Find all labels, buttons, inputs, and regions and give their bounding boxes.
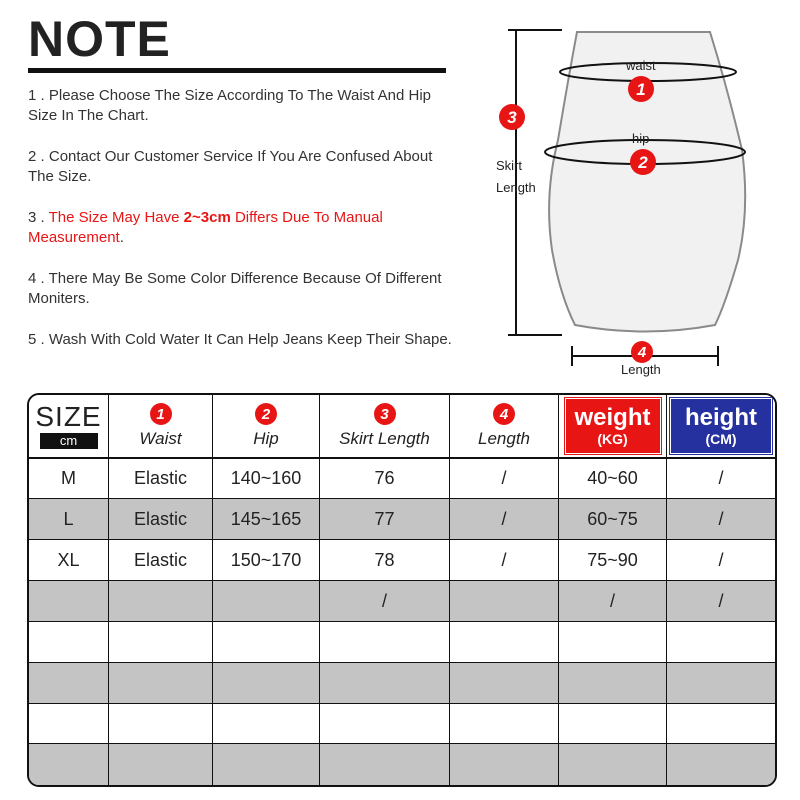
title-underline — [28, 68, 446, 73]
hip-cell — [213, 704, 320, 743]
size-cell — [29, 663, 109, 703]
note-text: Please Choose The Size According To The Waist And Hip Size In The Chart. — [28, 87, 432, 124]
weight-header — [559, 395, 667, 457]
skirt-length-cell: 76 — [320, 459, 450, 498]
note-number: 5 . — [28, 331, 45, 348]
weight-cell: 75~90 — [559, 540, 667, 580]
size-table — [27, 393, 777, 787]
weight-cell — [559, 704, 667, 743]
skirt-length-header-badge: 3 — [374, 403, 396, 425]
hip-cell: 145~165 — [213, 499, 320, 539]
length-header-label: Length — [478, 429, 530, 448]
height-cell: / — [718, 468, 724, 488]
waist-header — [109, 395, 213, 457]
height-header — [667, 395, 775, 457]
note-item-4 — [28, 269, 458, 309]
size-cell — [29, 581, 109, 621]
note-number: 2 . — [28, 148, 45, 165]
length-cell: / — [450, 499, 559, 539]
size-cell — [29, 744, 109, 785]
hip-cell — [213, 622, 320, 662]
skirt-length-header — [320, 395, 450, 457]
waist-badge: 1 — [628, 76, 654, 102]
hip-cell: 150~170 — [213, 540, 320, 580]
size-header — [29, 395, 109, 457]
table-row — [29, 744, 775, 785]
hip-header-label: Hip — [253, 429, 279, 448]
length-cell — [450, 663, 559, 703]
height-header-label: height — [685, 404, 757, 431]
skirt-length-header-label: Skirt Length — [339, 429, 430, 448]
table-header-row — [29, 395, 775, 459]
note-number: 4 . — [28, 270, 45, 287]
weight-cell — [559, 622, 667, 662]
length-cell — [450, 744, 559, 785]
skirt-length-cell — [320, 704, 450, 743]
waist-cell — [109, 744, 213, 785]
height-cell — [667, 744, 775, 785]
table-row — [29, 622, 775, 663]
note-item-3 — [28, 208, 458, 248]
table-row — [29, 704, 775, 744]
table-row — [29, 459, 775, 499]
weight-cell — [559, 744, 667, 785]
skirt-length-cell — [320, 744, 450, 785]
skirt-label-line2: Length — [496, 180, 536, 195]
weight-cell: / — [559, 581, 667, 621]
note-text-red-end: Differs Due To Manual Measurement — [28, 209, 383, 246]
size-unit-label: cm — [40, 433, 98, 449]
note-text: There May Be Some Color Difference Because Of Different Moniters. — [28, 270, 442, 307]
size-cell: M — [29, 459, 109, 498]
size-cell: L — [29, 499, 109, 539]
skirt-length-cell — [320, 663, 450, 703]
skirt-diagram — [470, 0, 800, 390]
waist-cell — [109, 622, 213, 662]
height-cell — [667, 622, 775, 662]
table-row — [29, 540, 775, 581]
waist-cell: Elastic — [109, 499, 213, 539]
skirt-length-cell: 78 — [320, 540, 450, 580]
waist-header-label: Waist — [139, 429, 182, 448]
length-cell — [450, 704, 559, 743]
length-header-badge: 4 — [493, 403, 515, 425]
size-cell — [29, 704, 109, 743]
skirt-length-badge: 3 — [499, 104, 525, 130]
hip-cell — [213, 663, 320, 703]
length-cell: / — [450, 459, 559, 498]
hip-label: hip — [632, 131, 650, 146]
length-label: Length — [621, 362, 661, 377]
skirt-length-cell: / — [320, 581, 450, 621]
skirt-length-cell: 77 — [320, 499, 450, 539]
skirt-label-line1: Skirt — [496, 158, 522, 173]
note-item-5 — [28, 330, 458, 350]
length-cell — [450, 581, 559, 621]
skirt-length-cell — [320, 622, 450, 662]
hip-badge: 2 — [630, 149, 656, 175]
length-cell: / — [450, 540, 559, 580]
page-title: NOTE — [28, 11, 171, 67]
length-cell — [450, 622, 559, 662]
note-number: 3 . — [28, 209, 45, 226]
note-text: Wash With Cold Water It Can Help Jeans Keep Their Shape. — [48, 331, 452, 348]
weight-header-unit: (KG) — [597, 431, 628, 447]
length-badge: 4 — [631, 341, 653, 363]
height-header-unit: (CM) — [705, 431, 737, 447]
note-text: Contact Our Customer Service If You Are Confused About The Size. — [28, 148, 433, 185]
hip-header — [213, 395, 320, 457]
waist-header-badge: 1 — [150, 403, 172, 425]
table-row — [29, 499, 775, 540]
table-row — [29, 581, 775, 622]
note-item-1 — [28, 86, 458, 126]
size-header-label: SIZE — [35, 401, 102, 432]
size-cell: XL — [29, 540, 109, 580]
weight-cell: 40~60 — [559, 459, 667, 498]
hip-cell: 140~160 — [213, 459, 320, 498]
height-cell: / — [718, 508, 724, 529]
note-number: 1 . — [28, 87, 45, 104]
table-row — [29, 663, 775, 704]
waist-cell — [109, 581, 213, 621]
note-text-period: . — [119, 229, 124, 246]
size-cell — [29, 622, 109, 662]
waist-cell: Elastic — [109, 540, 213, 580]
note-text-red: The Size May Have — [48, 209, 184, 226]
waist-cell — [109, 704, 213, 743]
hip-cell — [213, 581, 320, 621]
hip-header-badge: 2 — [255, 403, 277, 425]
waist-label: waist — [626, 58, 656, 73]
height-cell: / — [718, 590, 724, 611]
height-cell — [667, 704, 775, 743]
weight-header-label: weight — [574, 404, 651, 431]
note-item-2 — [28, 147, 458, 187]
weight-cell: 60~75 — [559, 499, 667, 539]
note-text-highlight: 2~3cm — [183, 209, 231, 226]
length-header — [450, 395, 559, 457]
hip-cell — [213, 744, 320, 785]
waist-cell — [109, 663, 213, 703]
weight-cell — [559, 663, 667, 703]
height-cell — [667, 663, 775, 703]
height-cell: / — [718, 549, 724, 570]
waist-cell: Elastic — [109, 459, 213, 498]
